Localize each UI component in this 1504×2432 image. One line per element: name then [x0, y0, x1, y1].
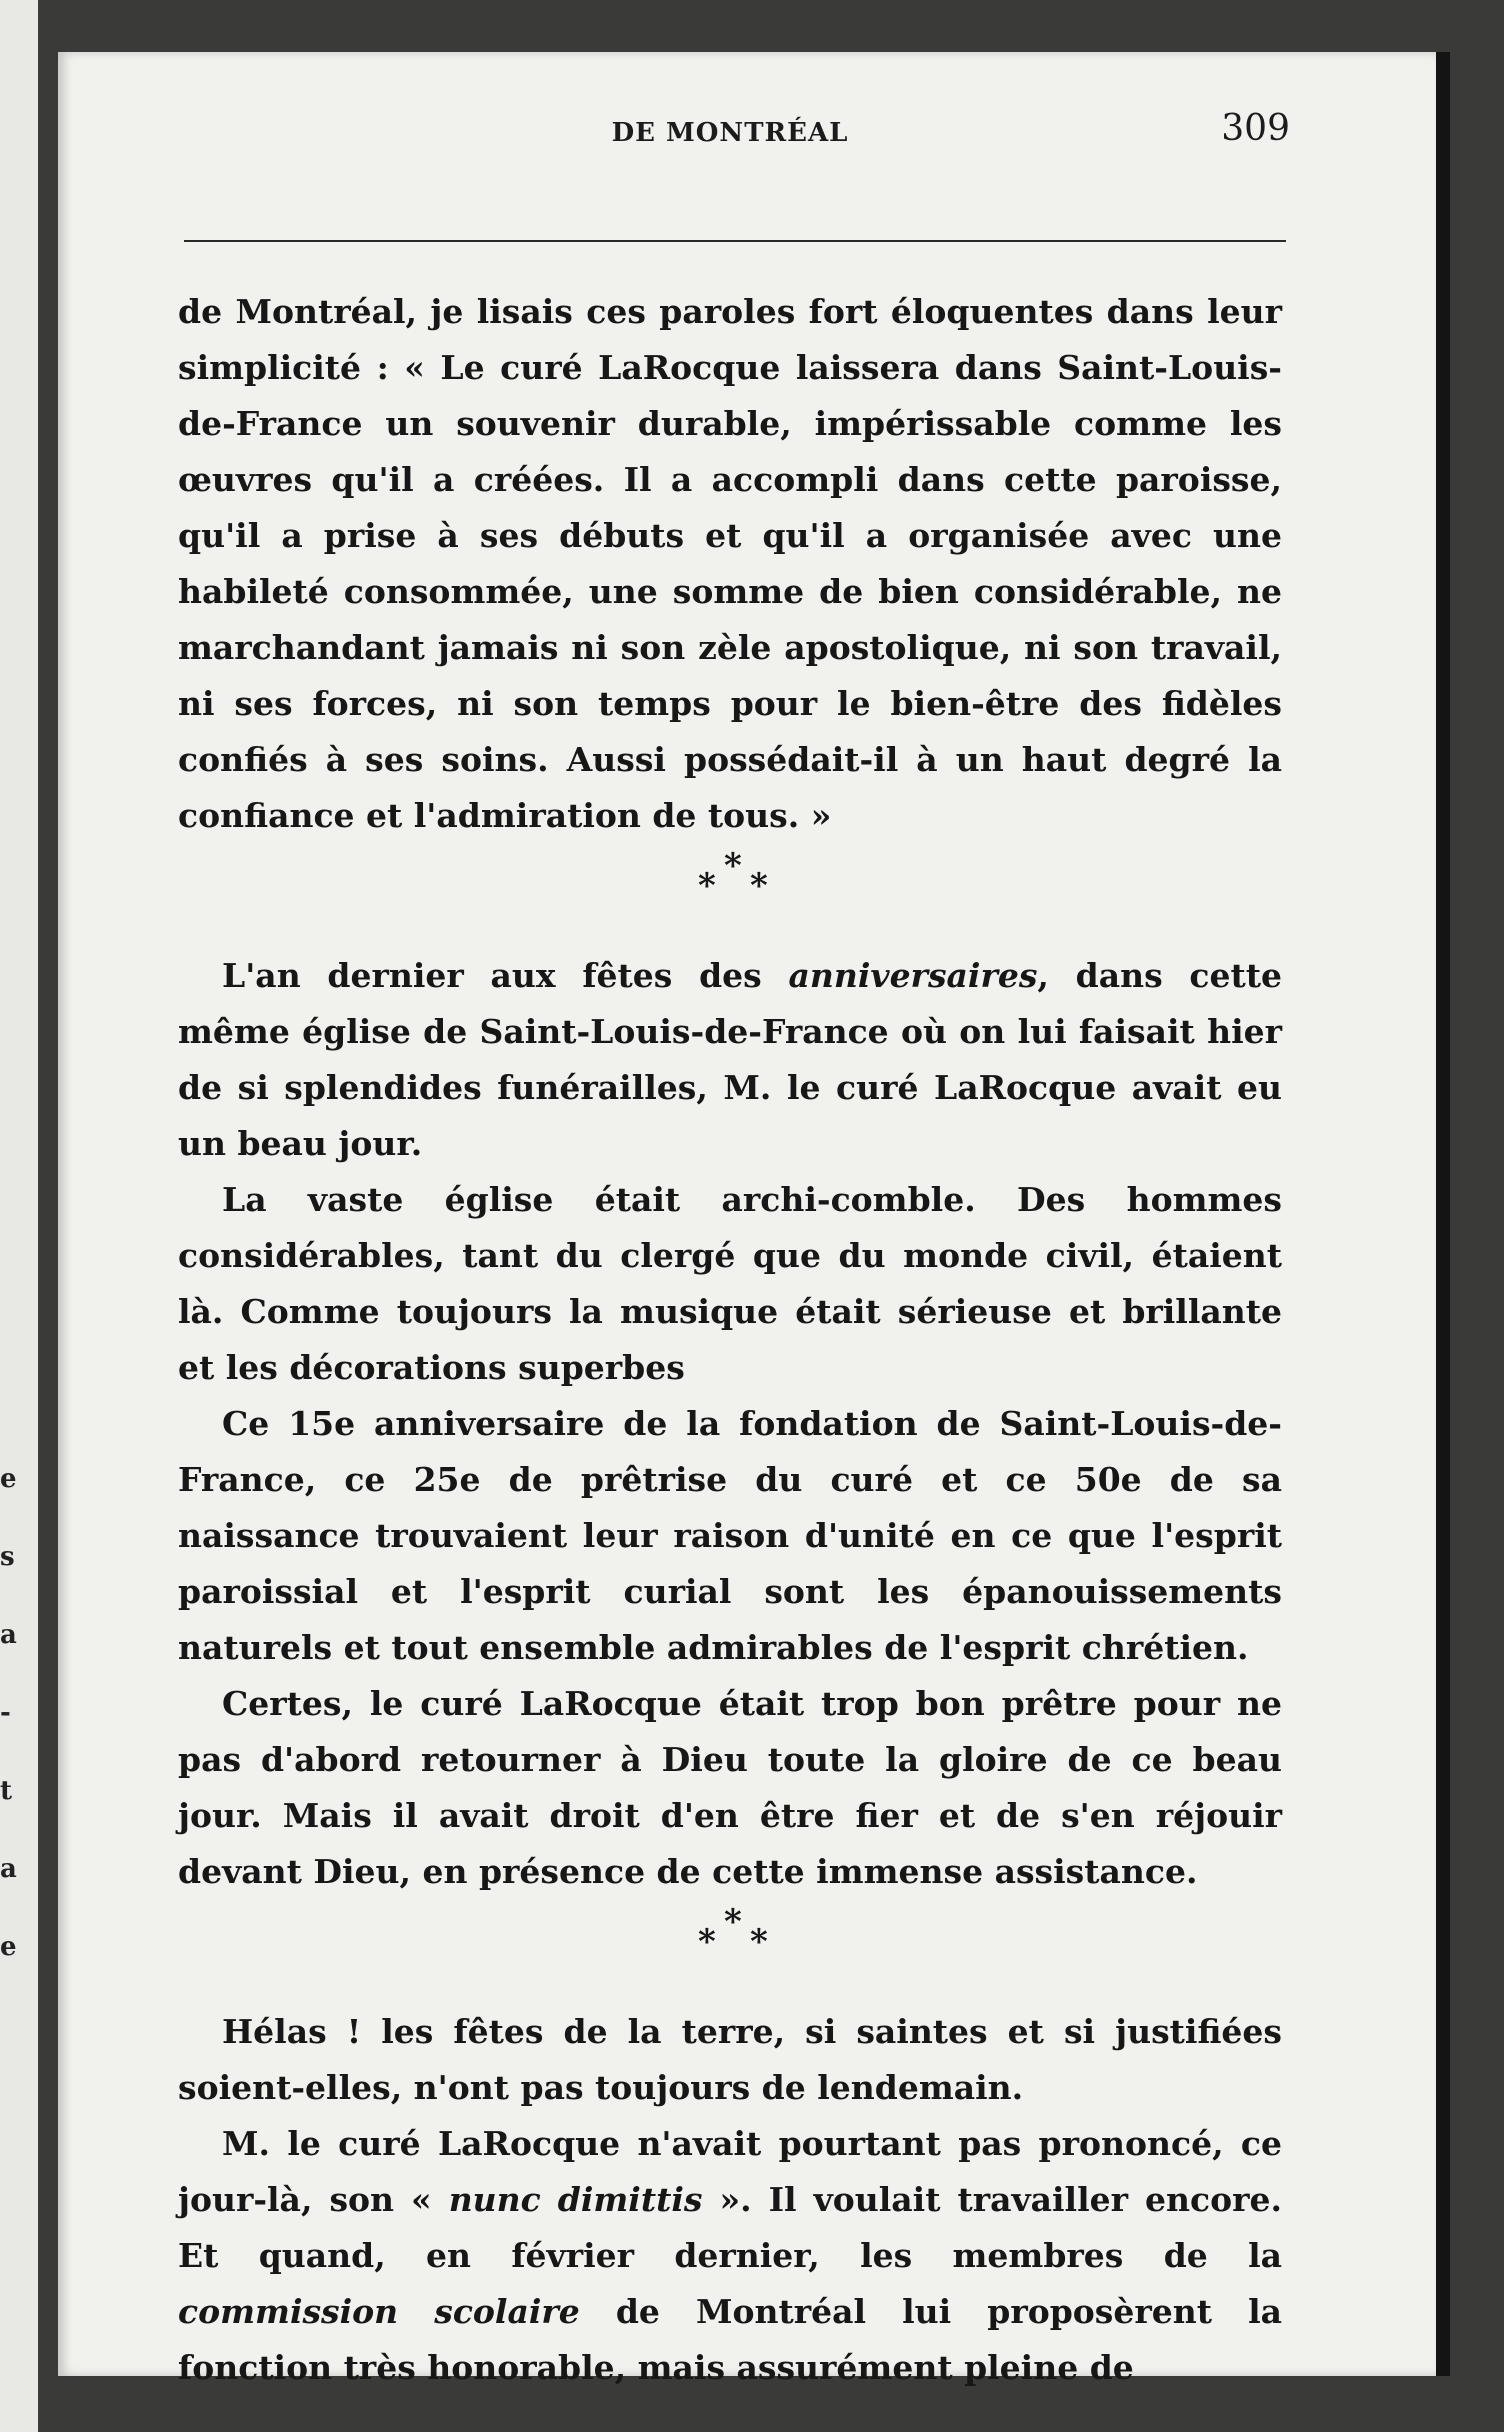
section-ornament-asterism: * * *: [698, 1902, 768, 1962]
fragment: a: [0, 1620, 17, 1650]
section-ornament-asterism: * * *: [698, 846, 768, 906]
paragraph-nunc-dimittis: M. le curé LaRocque n'avait pourtant pas prononcé, ce jour-là, son « nunc dimittis ». Il voulait travailler encore. Et quand, en février dernier, les membres de la commission scolaire de Montréal lui proposèrent la fonction très honorable, mais assurément pleine de: [178, 2124, 1282, 2387]
fragment: a: [0, 1854, 17, 1884]
fragment: -: [0, 1698, 11, 1728]
page-number: 309: [1221, 108, 1290, 149]
running-head: DE MONTRÉAL: [611, 118, 849, 148]
fragment: e: [0, 1464, 17, 1494]
facing-page-text-fragments: [0, 1440, 20, 1986]
fragment: e: [0, 1932, 17, 1962]
paragraph-anniversaires: L'an dernier aux fêtes des anniversaires, dans cette même église de Saint-Louis-de-France où on lui faisait hier de si splendides funérailles, M. le curé LaRocque avait eu un beau jour.: [178, 956, 1282, 1163]
page-shadow-edge: [1436, 52, 1450, 2376]
header-rule: [184, 240, 1286, 242]
fragment: s: [0, 1542, 15, 1572]
facing-page-edge: [0, 0, 38, 2432]
paragraph-eglise: La vaste église était archi-comble. Des hommes considérables, tant du clergé que du monde civil, étaient là. Comme toujours la musique était sérieuse et brillante et les décorations superbes: [178, 1180, 1282, 1387]
fragment: t: [0, 1776, 13, 1806]
paragraph-quinzieme: Ce 15e anniversaire de la fondation de Saint-Louis-de-France, ce 25e de prêtrise du curé et ce 50e de sa naissance trouvaient leur raison d'unité en ce que l'esprit paroissial et l'esprit curial sont les épanouissements naturels et tout ensemble admirables de l'esprit chrétien.: [178, 1404, 1282, 1667]
page-body: [178, 284, 1282, 2396]
paragraph-helas: Hélas ! les fêtes de la terre, si saintes et si justifiées soient-elles, n'ont pas toujours de lendemain.: [178, 2012, 1282, 2107]
paragraph-certes: Certes, le curé LaRocque était trop bon prêtre pour ne pas d'abord retourner à Dieu toute la gloire de ce beau jour. Mais il avait droit d'en être fier et de s'en réjouir devant Dieu, en présence de cette immense assistance.: [178, 1684, 1282, 1891]
paragraph-quote: de Montréal, je lisais ces paroles fort éloquentes dans leur simplicité : « Le curé LaRocque laissera dans Saint-Louis-de-France un souvenir durable, impérissable comme les œuvres qu'il a créées. Il a accompli dans cette paroisse, qu'il a prise à ses débuts et qu'il a organisée avec une habileté consommée, une somme de bien considérable, ne marchandant jamais ni son zèle apostolique, ni son travail, ni ses forces, ni son temps pour le bien-être des fidèles confiés à ses soins. Aussi possédait-il à un haut degré la confiance et l'admiration de tous. »: [178, 292, 1282, 835]
